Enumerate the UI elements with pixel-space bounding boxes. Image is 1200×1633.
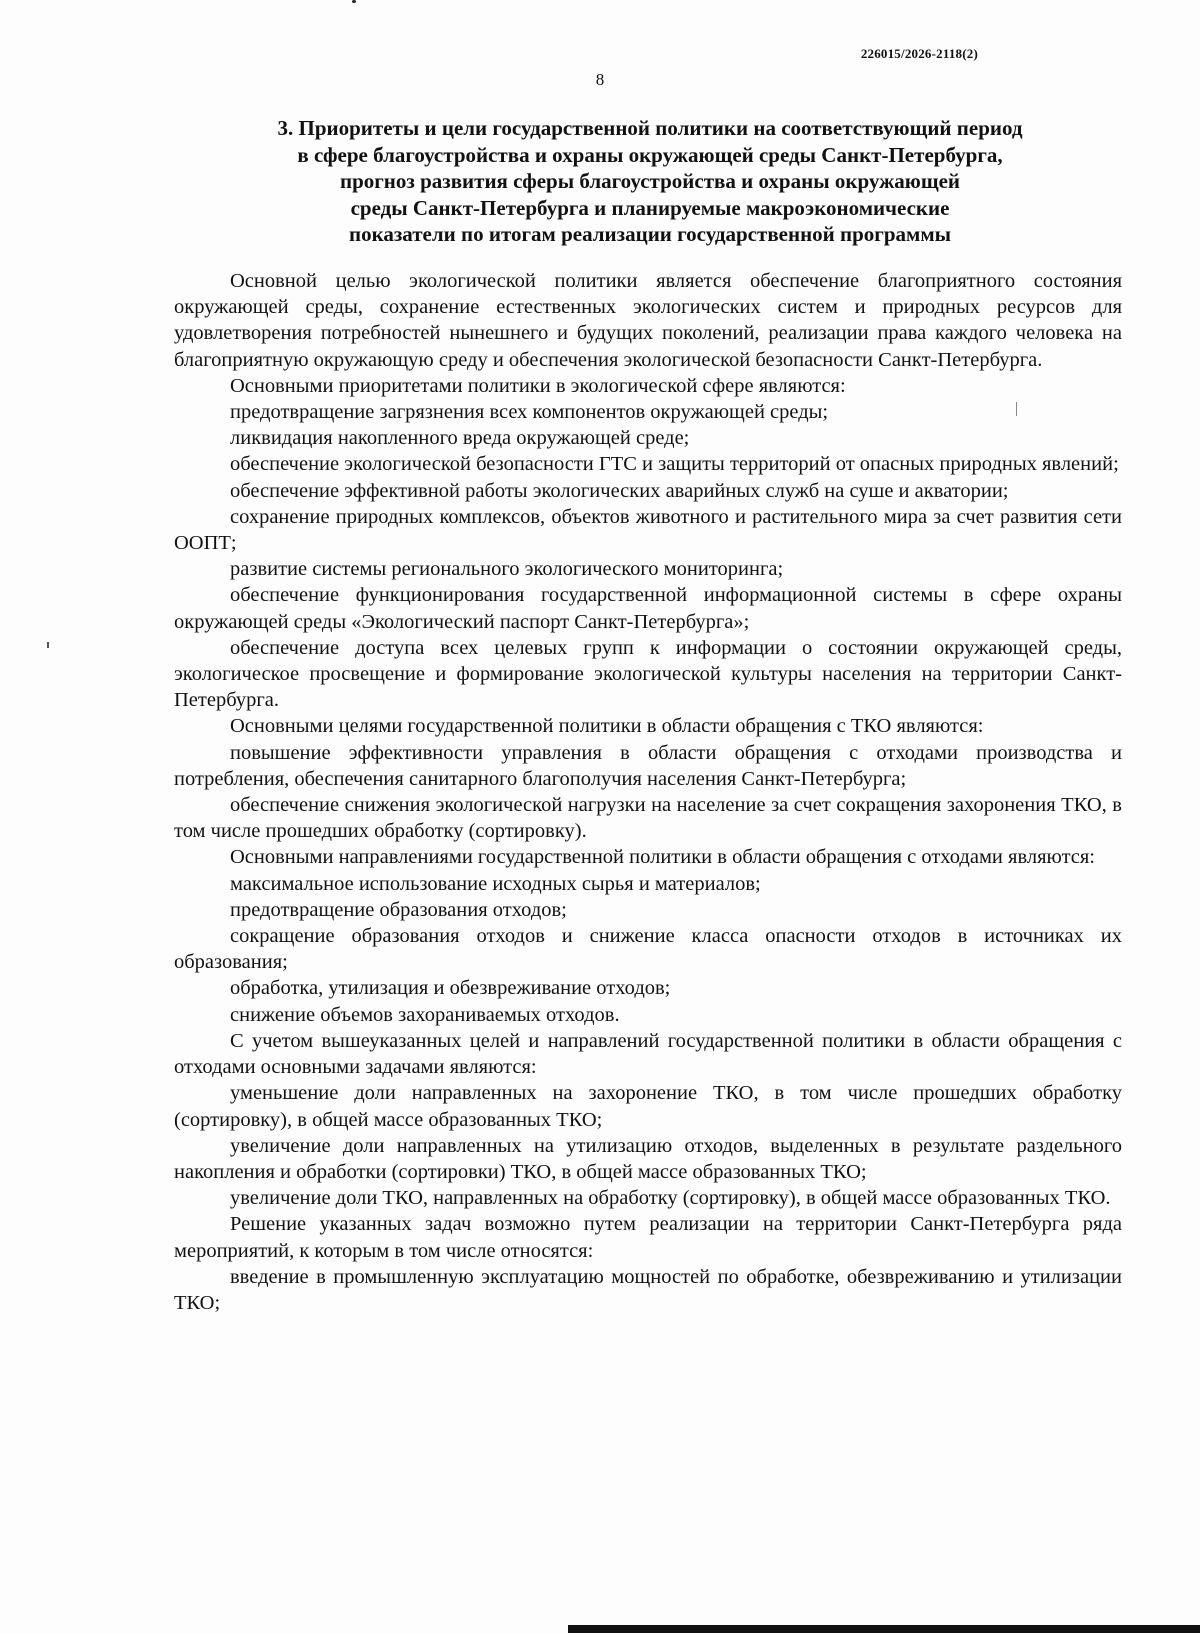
body-text: [174, 268, 1122, 1316]
paragraph: Основными целями государственной политики в области обращения с ТКО являются:: [230, 715, 984, 738]
scan-edge-bar: [568, 1625, 1200, 1633]
list-item: обеспечение функционирования государственной информационной системы в сфере охраны окружающей среды «Экологический паспорт Санкт-Петербурга»;: [174, 584, 1122, 633]
list-item: увеличение доли направленных на утилизацию отходов, выделенных в результате раздельного накопления и обработки (сортировки) ТКО, в общей массе образованных ТКО;: [174, 1134, 1122, 1183]
list-item: обеспечение экологической безопасности ГТС и защиты территорий от опасных природных явлений;: [230, 453, 1119, 476]
paragraph: Основными приоритетами политики в экологической сфере являются:: [230, 374, 846, 397]
list-item: развитие системы регионального экологического мониторинга;: [230, 558, 784, 581]
list-item: обеспечение доступа всех целевых групп к информации о состоянии окружающей среды, экологическое просвещение и формирование экологической культуры населения на территории Санкт-Петербурга.: [174, 636, 1122, 712]
list-item: предотвращение загрязнения всех компонентов окружающей среды;: [230, 401, 829, 424]
list-item: обеспечение снижения экологической нагрузки на население за счет сокращения захоронения ТКО, в том числе прошедших обработку (сортировку).: [174, 794, 1122, 843]
document-number: 226015/2026-2118(2): [860, 46, 978, 61]
scan-artifact: [1016, 402, 1017, 416]
paragraph: Основной целью экологической политики является обеспечение благоприятного состояния окружающей среды, сохранение естественных экологических систем и природных ресурсов для удовлетворения потребностей нынешнего и будущих поколений, реализации права каждого человека на благоприятную окружающую среду и обеспечения экологической безопасности Санкт-Петербурга.: [174, 270, 1122, 371]
list-item: уменьшение доли направленных на захоронение ТКО, в том числе прошедших обработку (сортировку), в общей массе образованных ТКО;: [174, 1082, 1122, 1131]
scan-artifact: [352, 0, 356, 3]
list-item: увеличение доли ТКО, направленных на обработку (сортировку), в общей массе образованных ТКО.: [230, 1187, 1111, 1210]
section-title-line: в сфере благоустройства и охраны окружающей среды Санкт-Петербурга,: [297, 142, 1003, 167]
scan-artifact: [47, 642, 49, 648]
paragraph: Решение указанных задач возможно путем реализации на территории Санкт-Петербурга ряда мероприятий, к которым в том числе относятся:: [174, 1213, 1122, 1262]
paragraph: Основными направлениями государственной политики в области обращения с отходами являются:: [230, 846, 1096, 869]
list-item: снижение объемов захораниваемых отходов.: [230, 1003, 620, 1026]
list-item: сохранение природных комплексов, объектов животного и растительного мира за счет развития сети ООПТ;: [174, 505, 1122, 555]
section-title-line: 3. Приоритеты и цели государственной политики на соответствующий период: [277, 116, 1023, 140]
section-title-line: показатели по итогам реализации государственной программы: [348, 222, 952, 246]
paragraph: С учетом вышеуказанных целей и направлений государственной политики в области обращения с отходами основными задачами являются:: [174, 1029, 1122, 1079]
list-item: предотвращение образования отходов;: [230, 898, 567, 921]
list-item: введение в промышленную эксплуатацию мощностей по обработке, обезвреживанию и утилизации ТКО;: [174, 1265, 1122, 1314]
section-title: [170, 115, 1130, 248]
section-title-line: прогноз развития сферы благоустройства и охраны окружающей: [339, 169, 961, 193]
list-item: сокращение образования отходов и снижение класса опасности отходов в источниках их образования;: [174, 925, 1122, 974]
list-item: ликвидация накопленного вреда окружающей среде;: [230, 427, 690, 450]
section-title-line: среды Санкт-Петербурга и планируемые макроэкономические: [350, 195, 950, 220]
list-item: максимальное использование исходных сырья и материалов;: [230, 872, 761, 895]
list-item: обработка, утилизация и обезвреживание отходов;: [230, 977, 671, 1000]
list-item: обеспечение эффективной работы экологических аварийных служб на суше и акватории;: [230, 479, 1009, 502]
page-number: 8: [595, 70, 605, 89]
list-item: повышение эффективности управления в области обращения с отходами производства и потребления, обеспечения санитарного благополучия населения Санкт-Петербурга;: [174, 741, 1122, 790]
